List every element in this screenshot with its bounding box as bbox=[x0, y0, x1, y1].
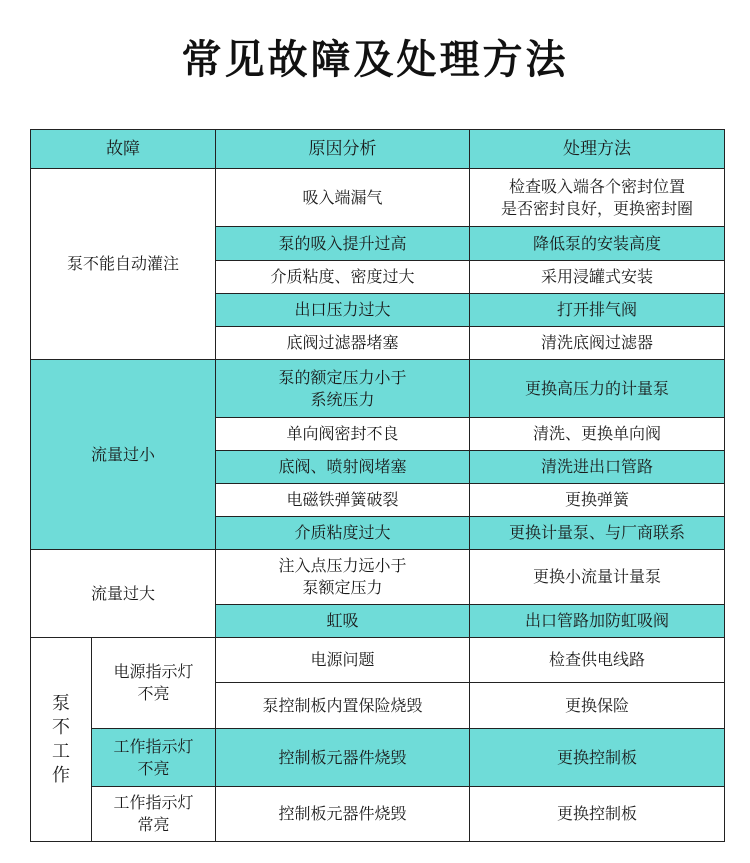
fault-char: 作 bbox=[52, 764, 70, 786]
solution-cell: 采用浸罐式安装 bbox=[470, 261, 725, 294]
solution-cell bbox=[470, 169, 725, 227]
header-cause: 原因分析 bbox=[216, 130, 470, 169]
solution-cell: 清洗、更换单向阀 bbox=[470, 418, 725, 451]
cause-cell: 介质粘度过大 bbox=[216, 517, 470, 550]
subfault-line: 工作指示灯 bbox=[113, 736, 194, 756]
subfault-cell bbox=[92, 787, 216, 842]
solution-cell: 更换弹簧 bbox=[470, 484, 725, 517]
solution-cell: 更换高压力的计量泵 bbox=[470, 360, 725, 418]
cause-cell: 泵的吸入提升过高 bbox=[216, 227, 470, 261]
fault-cell-vertical bbox=[31, 638, 92, 842]
solution-line: 检查吸入端各个密封位置 bbox=[508, 176, 685, 196]
solution-cell: 降低泵的安装高度 bbox=[470, 227, 725, 261]
solution-cell: 打开排气阀 bbox=[470, 294, 725, 327]
cause-line: 泵的额定压力小于 bbox=[278, 367, 407, 387]
cause-cell: 虹吸 bbox=[216, 605, 470, 638]
table-row bbox=[31, 360, 725, 418]
subfault-cell bbox=[92, 729, 216, 787]
cause-cell bbox=[216, 360, 470, 418]
fault-char: 不 bbox=[52, 716, 70, 738]
subfault-line: 电源指示灯 bbox=[113, 662, 194, 681]
subfault-cell bbox=[92, 638, 216, 729]
cause-cell: 介质粘度、密度过大 bbox=[216, 261, 470, 294]
cause-cell: 底阀过滤器堵塞 bbox=[216, 327, 470, 360]
cause-cell: 电源问题 bbox=[216, 638, 470, 683]
solution-cell: 更换小流量计量泵 bbox=[470, 550, 725, 605]
table-header-row bbox=[31, 130, 725, 169]
subfault-line: 常亮 bbox=[137, 815, 170, 834]
page-title: 常见故障及处理方法 bbox=[181, 37, 569, 83]
cause-cell: 电磁铁弹簧破裂 bbox=[216, 484, 470, 517]
cause-line: 注入点压力远小于 bbox=[278, 556, 407, 575]
cause-cell: 吸入端漏气 bbox=[216, 169, 470, 227]
table-row bbox=[31, 169, 725, 227]
cause-line: 泵额定压力 bbox=[302, 578, 383, 597]
solution-cell: 更换保险 bbox=[470, 683, 725, 729]
solution-cell: 更换控制板 bbox=[470, 787, 725, 842]
cause-cell: 泵控制板内置保险烧毁 bbox=[216, 683, 470, 729]
cause-cell: 控制板元器件烧毁 bbox=[216, 787, 470, 842]
solution-cell: 更换控制板 bbox=[470, 729, 725, 787]
table-row bbox=[31, 550, 725, 605]
fault-cell: 流量过小 bbox=[31, 360, 216, 550]
subfault-line: 不亮 bbox=[137, 758, 170, 778]
solution-cell: 清洗进出口管路 bbox=[470, 451, 725, 484]
fault-char: 泵 bbox=[52, 692, 70, 714]
cause-cell: 单向阀密封不良 bbox=[216, 418, 470, 451]
table-row bbox=[31, 729, 725, 787]
subfault-line: 不亮 bbox=[137, 684, 170, 703]
cause-cell: 出口压力过大 bbox=[216, 294, 470, 327]
cause-cell: 控制板元器件烧毁 bbox=[216, 729, 470, 787]
fault-table bbox=[30, 129, 725, 842]
header-fault: 故障 bbox=[31, 130, 216, 169]
solution-cell: 检查供电线路 bbox=[470, 638, 725, 683]
solution-cell: 更换计量泵、与厂商联系 bbox=[470, 517, 725, 550]
solution-cell: 出口管路加防虹吸阀 bbox=[470, 605, 725, 638]
cause-cell: 底阀、喷射阀堵塞 bbox=[216, 451, 470, 484]
fault-cell: 流量过大 bbox=[31, 550, 216, 638]
header-solution: 处理方法 bbox=[470, 130, 725, 169]
cause-cell bbox=[216, 550, 470, 605]
table-row bbox=[31, 787, 725, 842]
fault-cell: 泵不能自动灌注 bbox=[31, 169, 216, 360]
fault-char: 工 bbox=[52, 740, 70, 762]
solution-cell: 清洗底阀过滤器 bbox=[470, 327, 725, 360]
solution-line: 是否密封良好，更换密封圈 bbox=[500, 198, 693, 218]
subfault-line: 工作指示灯 bbox=[113, 793, 194, 812]
cause-line: 系统压力 bbox=[310, 389, 375, 409]
table-row bbox=[31, 638, 725, 683]
